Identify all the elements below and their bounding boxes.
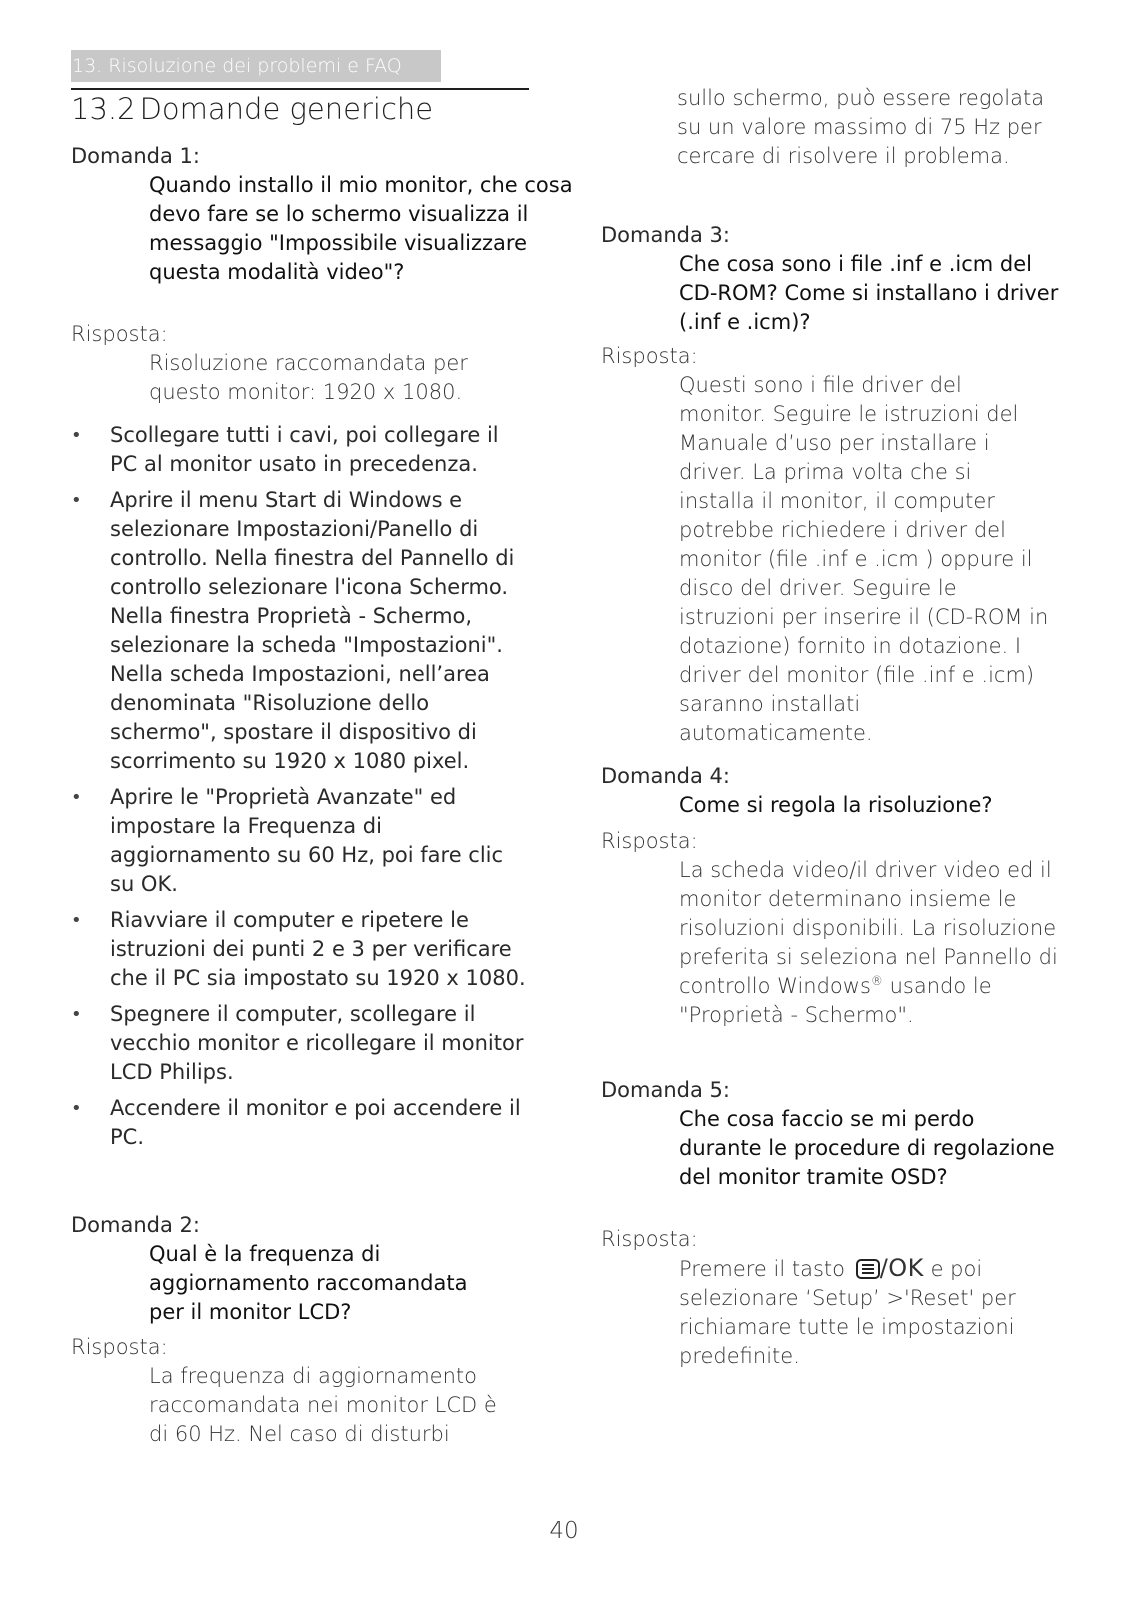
menu-icon [856,1259,880,1279]
q2-label: Domanda 2: [71,1213,200,1237]
step-text: Scollegare tutti i cavi, poi collegare il PC al monitor usato in precedenza. [110,423,499,476]
q3-answer-label: Risposta: [601,344,698,368]
section-heading: Domande generiche [139,92,434,126]
q2-question: Qual è la frequenza di aggiornamento raccomandata per il monitor LCD? [149,1242,468,1324]
page-number: 40 [549,1518,579,1544]
registered-mark: ® [870,974,883,988]
list-item [71,1094,531,1152]
q1-steps-list [71,421,531,1159]
q4-answer-label: Risposta: [601,829,698,853]
q4-answer [601,856,1059,1030]
section-title [71,90,433,128]
list-item [71,421,531,479]
step-text: Aprire le "Proprietà Avanzate" ed impostare la Frequenza di aggiornamento su 60 Hz, poi fare clic su OK. [110,785,504,896]
q5-answer [601,1254,1054,1371]
list-item [71,783,531,899]
q3-question: Che cosa sono i file .inf e .icm del CD-ROM? Come si installano i driver (.inf e .icm)? [679,252,1059,334]
bullet-icon: • [71,1004,82,1025]
q4-label: Domanda 4: [601,764,730,788]
q5-answer-text-end: e poi selezionare ‘Setup’ >'Reset' per richiamare tutte le impostazioni predefinite. [679,1257,1016,1368]
list-item [71,1000,531,1087]
q2-answer-label: Risposta: [71,1335,168,1359]
bullet-icon: • [71,1098,82,1119]
q3-answer: Questi sono i file driver del monitor. Seguire le istruzioni del Manuale d’uso per installare i driver. La prima volta che si installa il monitor, il computer potrebbe richiedere i driver del monitor (file .inf e .icm ) oppure il disco del driver. Seguire le istruzioni per inserire il (CD-ROM in dotazione) fornito in dotazione. I driver del monitor (file .inf e .icm) saranno installati automaticamente. [679,373,1049,745]
q5-question: Che cosa faccio se mi perdo durante le procedure di regolazione del monitor tramite OSD? [679,1107,1055,1189]
step-text: Riavviare il computer e ripetere le istruzioni dei punti 2 e 3 per verificare che il PC sia impostato su 1920 x 1080. [110,908,526,990]
bullet-icon: • [71,787,82,808]
bullet-icon: • [71,425,82,446]
q5-answer-label: Risposta: [601,1227,698,1251]
bullet-icon: • [71,910,82,931]
q1-answer: Risoluzione raccomandata per questo monitor: 1920 x 1080. [149,351,468,404]
section-number: 13.2 [71,92,136,126]
q5-answer-text: Premere il tasto [679,1257,852,1281]
q5-label: Domanda 5: [601,1078,730,1102]
q1-answer-label: Risposta: [71,322,168,346]
q4-answer-text: La scheda video/il driver video ed il monitor determinano insieme le risoluzioni disponibili. La risoluzione preferita si seleziona nel Pannello di controllo Windows [679,858,1058,998]
q4-answer-text-end: usando le "Proprietà - Schermo". [679,974,992,1027]
step-text: Accendere il monitor e poi accendere il PC. [110,1096,521,1149]
step-text: Aprire il menu Start di Windows e selezionare Impostazioni/Panello di controllo. Nella finestra del Pannello di controllo selezionare l'icona Schermo. Nella finestra Proprietà - Schermo, selezionare la scheda "Impostazioni". Nella scheda Impostazioni, nell’area denominata "Risoluzione dello schermo", spostare il dispositivo di scorrimento su 1920 x 1080 pixel. [110,488,515,773]
list-item [71,906,531,993]
list-item [71,486,531,776]
q3-label: Domanda 3: [601,223,730,247]
q2-answer-part1: La frequenza di aggiornamento raccomandata nei monitor LCD è di 60 Hz. Nel caso di disturbi [149,1364,497,1446]
step-text: Spegnere il computer, scollegare il vecchio monitor e ricollegare il monitor LCD Philips. [110,1002,524,1084]
q2-answer-part2: sullo schermo, può essere regolata su un valore massimo di 75 Hz per cercare di risolvere il problema. [677,86,1045,168]
ok-button-glyph: /OK [879,1254,924,1282]
q4-question: Come si regola la risoluzione? [679,793,993,817]
chapter-header: 13. Risoluzione dei problemi e FAQ [71,50,441,82]
q1-label: Domanda 1: [71,144,200,168]
q1-question: Quando installo il mio monitor, che cosa devo fare se lo schermo visualizza il messaggio "Impossibile visualizzare questa modalità video"? [149,173,573,284]
bullet-icon: • [71,490,82,511]
